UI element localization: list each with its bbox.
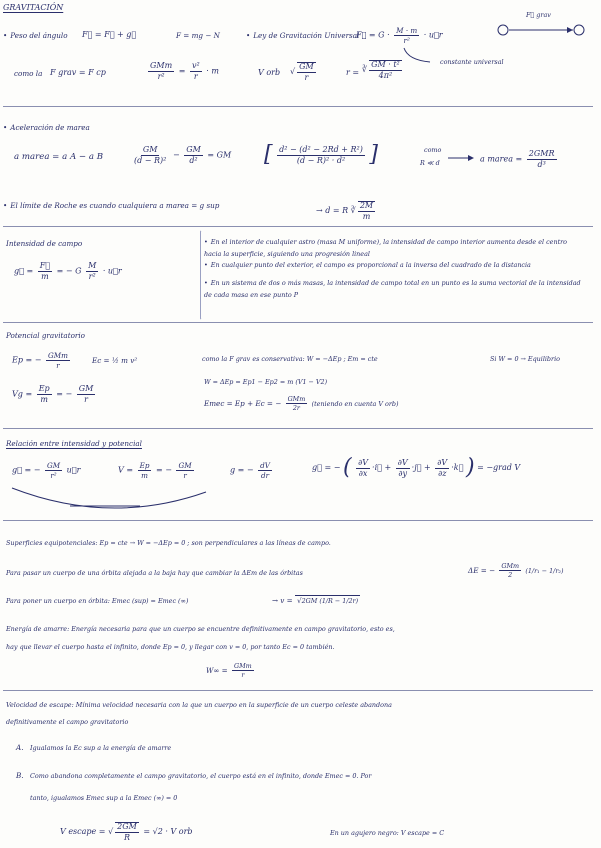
superficies-work: W∞ = $\frac{\text{GMm}}{r}$ (206, 662, 252, 680)
r-label: r = (346, 68, 360, 77)
escape-a: Igualamos la Ec sup a la energía de amarre (30, 744, 172, 752)
relacion-gradient: g⃗ = − ( $\frac{\partial V}{\partial x}$ ·i⃗ + $\frac{\partial V}{\partial y}$ ·j⃗ + $\frac{\partial V}{\partial z}$ ·k⃗ ) = −grad V (312, 455, 521, 480)
ec-equation: Ec = ½ m v² (92, 356, 138, 365)
escape-a-label: A. (16, 743, 24, 752)
potencial-work: W = ΔEp = Ep1 − Ep2 = m (V1 − V2) (204, 378, 328, 386)
peso-equation-2: F = mg − N (176, 31, 220, 40)
divider (3, 106, 593, 107)
relacion-v: V = $\frac{Ep}{m}$ = − $\frac{GM}{r}$ (118, 461, 192, 481)
intensidad-bullet-3: • En un sistema de dos o más masas, la intensidad de campo total en un punto es la suma vectorial de la intensidad de cada masa en ese punto P (204, 277, 584, 301)
relacion-heading: Relación entre intensidad y potencial (6, 439, 142, 448)
superficies-line-4: Energía de amarre: Energía necesaria para que un cuerpo se encuentre definitivamente en campo gravitatorio, esto es, (6, 625, 395, 633)
marea-arrow (448, 153, 478, 163)
escape-equation: V escape = √ $\frac{2GM}{R}$ = √2 · V orb (60, 822, 193, 842)
divider (3, 322, 593, 323)
superficies-line-5: hay que llevar el cuerpo hasta el infinito, donde Ep = 0, y llegar con v = 0, por tanto Ec = 0 también. (6, 643, 335, 651)
roche-result: → d = R ∛ $\frac{2M}{m}$ (316, 201, 374, 221)
superficies-line-1: Superficies equipotenciales: Ep = cte → W = −ΔEp = 0 ; son perpendiculares a las líneas de campo. (6, 539, 331, 547)
intensidad-bullet-1: • En el interior de cualquier astro (masa M uniforme), la intensidad de campo interior aumenta desde el centro hacia la superficie, siguiendo una progresión lineal (204, 236, 584, 260)
potencial-heading: Potencial gravitatorio (6, 331, 85, 340)
marea-condition: R ≪ d (420, 159, 440, 167)
r-cbrt: ∛ $\frac{\text{GM · t²}}{\text{4π²}}$ (362, 60, 400, 80)
const-arrow (400, 46, 440, 66)
intensidad-heading: Intensidad de campo (6, 239, 83, 248)
superficies-delta: ΔE = − $\frac{\text{GMm}}{2}$ (1/r₁ − 1/r₂) (468, 562, 564, 580)
ley-label: • Ley de Gravitación Universal (246, 32, 359, 39)
marea-lhs: a marea = a A − a B (14, 152, 104, 162)
intensidad-bullet-2: • En cualquier punto del exterior, el campo es proporcional a la inversa del cuadrado de la distancia (204, 262, 584, 268)
escape-line-2: definitivamente el campo gravitatorio (6, 718, 129, 726)
escape-blackhole: En un agujero negro: V escape = C (330, 829, 445, 837)
vg-equation: Vg = $\frac{Ep}{m}$ = − $\frac{GM}{r}$ (12, 384, 94, 404)
escape-b-line-2: tanto, igualamos Emec sup a la Emec (∞) = 0 (30, 794, 178, 802)
const-note: constante universal (440, 58, 504, 66)
superficies-line-2: Para pasar un cuerpo de una órbita alejada a la baja hay que cambiar la ΔEm de las órbitas (6, 569, 303, 577)
marea-result: a marea = $\frac{\text{2GMR}}{\text{d³}}$ (480, 149, 555, 169)
potencial-equilibrio: Si W = 0 → Equilibrio (490, 355, 560, 363)
divider (3, 520, 593, 521)
intensidad-equation: g⃗ = $\frac{F⃗}{m}$ = − G $\frac{M}{\text{r²}}$ · u⃗r (14, 261, 122, 281)
fcp-equation: $\frac{\text{GMm}}{\text{r²}}$ = $\frac{\text{v²}}{r}$ · m (150, 61, 219, 81)
como-label: como la (14, 69, 43, 78)
potencial-conservative: como la F grav es conservativa: W = −ΔEp ; Em = cte (202, 355, 378, 363)
marea-terms: $\frac{GM}{\text{(d − R)²}}$ − $\frac{GM}{\text{d²}}$ = GM (134, 145, 232, 165)
peso-label: • Peso del ángulo (3, 32, 68, 39)
diagram-label: F⃗ grav (526, 11, 551, 19)
marea-como: como (424, 146, 442, 154)
vorb-label: V orb (258, 68, 281, 77)
relacion-g: g⃗ = − $\frac{GM}{\text{r²}}$ u⃗r (12, 461, 81, 481)
superficies-velocity: → v = √2GM (1/R − 1/2r) (272, 596, 359, 605)
relacion-derivative: g = − $\frac{dV}{dr}$ (230, 461, 270, 481)
marea-bracket: [ $\frac{\text{d² − (d² − 2Rd + R²)}}{\text{(d − R)² · d²}}$ ] (264, 142, 379, 167)
ep-equation: Ep = − $\frac{\text{GMm}}{r}$ (12, 351, 68, 371)
divider (3, 690, 593, 691)
vorb-sqrt: √ $\frac{GM}{r}$ (290, 62, 314, 82)
roche-text: • El límite de Roche es cuando cualquiera a marea = g sup (3, 202, 219, 209)
marea-heading: • Aceleración de marea (3, 124, 90, 131)
relacion-brace (10, 486, 210, 516)
divider (3, 226, 593, 227)
escape-b-line-1: Como abandona completamente el campo gravitatorio, el cuerpo está en el infinito, donde Emec = 0. Por (30, 772, 372, 780)
superficies-line-3: Para poner un cuerpo en órbita: Emec (sup) = Emec (∞) (6, 597, 189, 605)
divider (3, 428, 593, 429)
peso-equation: F⃗ = F⃗ + g⃗ (82, 30, 137, 39)
escape-line-1: Velocidad de escape: Mínima velocidad necesaria con la que un cuerpo en la superficie de un cuerpo celeste abandona (6, 701, 392, 709)
ley-equation: F⃗ = G · $\frac{M \cdot m}{\text{r²}}$ · u⃗r (356, 26, 443, 46)
potencial-emec: Emec = Ep + Ec = − $\frac{\text{GMm}}{2r}$ (teniendo en cuenta V orb) (204, 395, 399, 413)
como-equation: F grav = F cp (50, 68, 106, 77)
page-title: GRAVITACIÓN (3, 3, 64, 12)
intensidad-box (200, 230, 594, 320)
escape-b-label: B. (16, 771, 24, 780)
